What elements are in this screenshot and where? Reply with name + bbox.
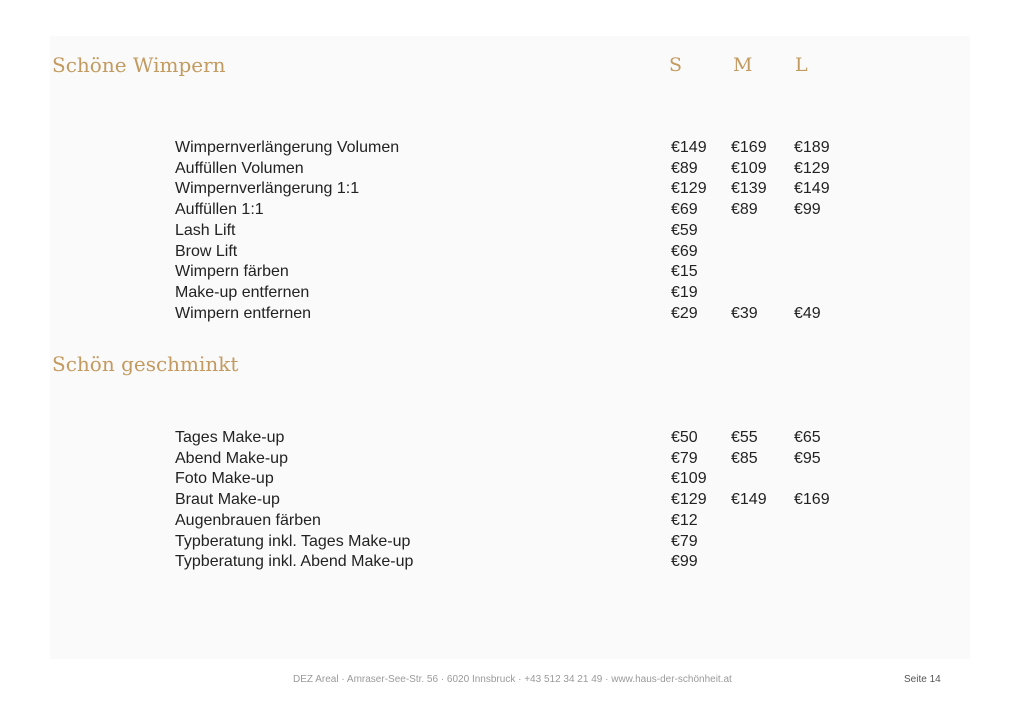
price-s: €129	[671, 180, 707, 198]
service-name: Make-up entfernen	[175, 283, 310, 301]
price-m: €85	[731, 449, 758, 467]
service-name: Wimpern entfernen	[175, 304, 312, 322]
price-s: €109	[671, 470, 707, 488]
price-s: €79	[671, 532, 698, 550]
price-s: €129	[671, 491, 707, 509]
size-label-l: L	[795, 54, 808, 76]
service-name: Lash Lift	[175, 221, 236, 239]
price-s: €99	[671, 553, 698, 571]
price-m: €109	[731, 159, 767, 177]
price-row	[0, 282, 1024, 303]
price-row	[0, 489, 1024, 510]
price-m: €55	[731, 429, 758, 446]
price-s: €29	[671, 304, 698, 322]
service-name: Wimpernverlängerung Volumen	[175, 139, 400, 156]
price-l: €95	[794, 449, 821, 467]
service-name: Brow Lift	[175, 242, 238, 260]
price-row	[0, 199, 1024, 220]
price-s: €69	[671, 242, 698, 260]
price-s: €50	[671, 429, 698, 446]
price-row	[0, 551, 1024, 572]
price-m: €39	[731, 304, 758, 322]
price-row	[0, 220, 1024, 241]
price-s: €19	[671, 283, 698, 301]
price-l: €65	[794, 429, 821, 446]
price-m: €89	[731, 201, 758, 219]
service-name: Typberatung inkl. Tages Make-up	[175, 532, 411, 550]
price-row	[0, 448, 1024, 469]
price-l: €149	[794, 180, 830, 198]
price-row	[0, 158, 1024, 179]
service-name: Abend Make-up	[175, 449, 288, 467]
price-s: €149	[671, 139, 707, 156]
size-label-m: M	[733, 54, 753, 76]
price-l: €99	[794, 201, 821, 219]
price-l: €189	[794, 139, 830, 156]
price-row	[0, 510, 1024, 531]
price-l: €129	[794, 159, 830, 177]
section-title-geschminkt: Schön geschminkt	[52, 352, 239, 376]
service-name: Wimpernverlängerung 1:1	[175, 180, 360, 198]
price-s: €12	[671, 511, 698, 529]
service-name: Wimpern färben	[175, 263, 289, 281]
price-s: €69	[671, 201, 698, 219]
price-row	[0, 261, 1024, 282]
price-m: €169	[731, 139, 767, 156]
price-row	[0, 303, 1024, 324]
service-name: Tages Make-up	[175, 429, 285, 446]
price-row	[0, 427, 1024, 448]
price-row	[0, 531, 1024, 552]
size-label-s: S	[669, 54, 683, 76]
section-title-wimpern: Schöne Wimpern	[52, 53, 226, 77]
service-name: Auffüllen Volumen	[175, 159, 304, 177]
price-l: €49	[794, 304, 821, 322]
service-name: Typberatung inkl. Abend Make-up	[175, 553, 414, 571]
price-m: €139	[731, 180, 767, 198]
service-name: Augenbrauen färben	[175, 511, 321, 529]
price-row	[0, 178, 1024, 199]
price-row	[0, 468, 1024, 489]
service-name: Foto Make-up	[175, 470, 274, 488]
price-row	[0, 241, 1024, 262]
service-name: Braut Make-up	[175, 491, 280, 509]
price-m: €149	[731, 491, 767, 509]
service-name: Auffüllen 1:1	[175, 201, 264, 219]
price-s: €89	[671, 159, 698, 177]
footer-address: DEZ Areal · Amraser-See-Str. 56 · 6020 Innsbruck · +43 512 34 21 49 · www.haus-der-schönheit.at	[293, 674, 732, 685]
price-row	[0, 137, 1024, 158]
price-l: €169	[794, 491, 830, 509]
price-s: €59	[671, 221, 698, 239]
price-s: €79	[671, 449, 698, 467]
page-number: Seite 14	[904, 674, 941, 685]
price-s: €15	[671, 263, 698, 281]
